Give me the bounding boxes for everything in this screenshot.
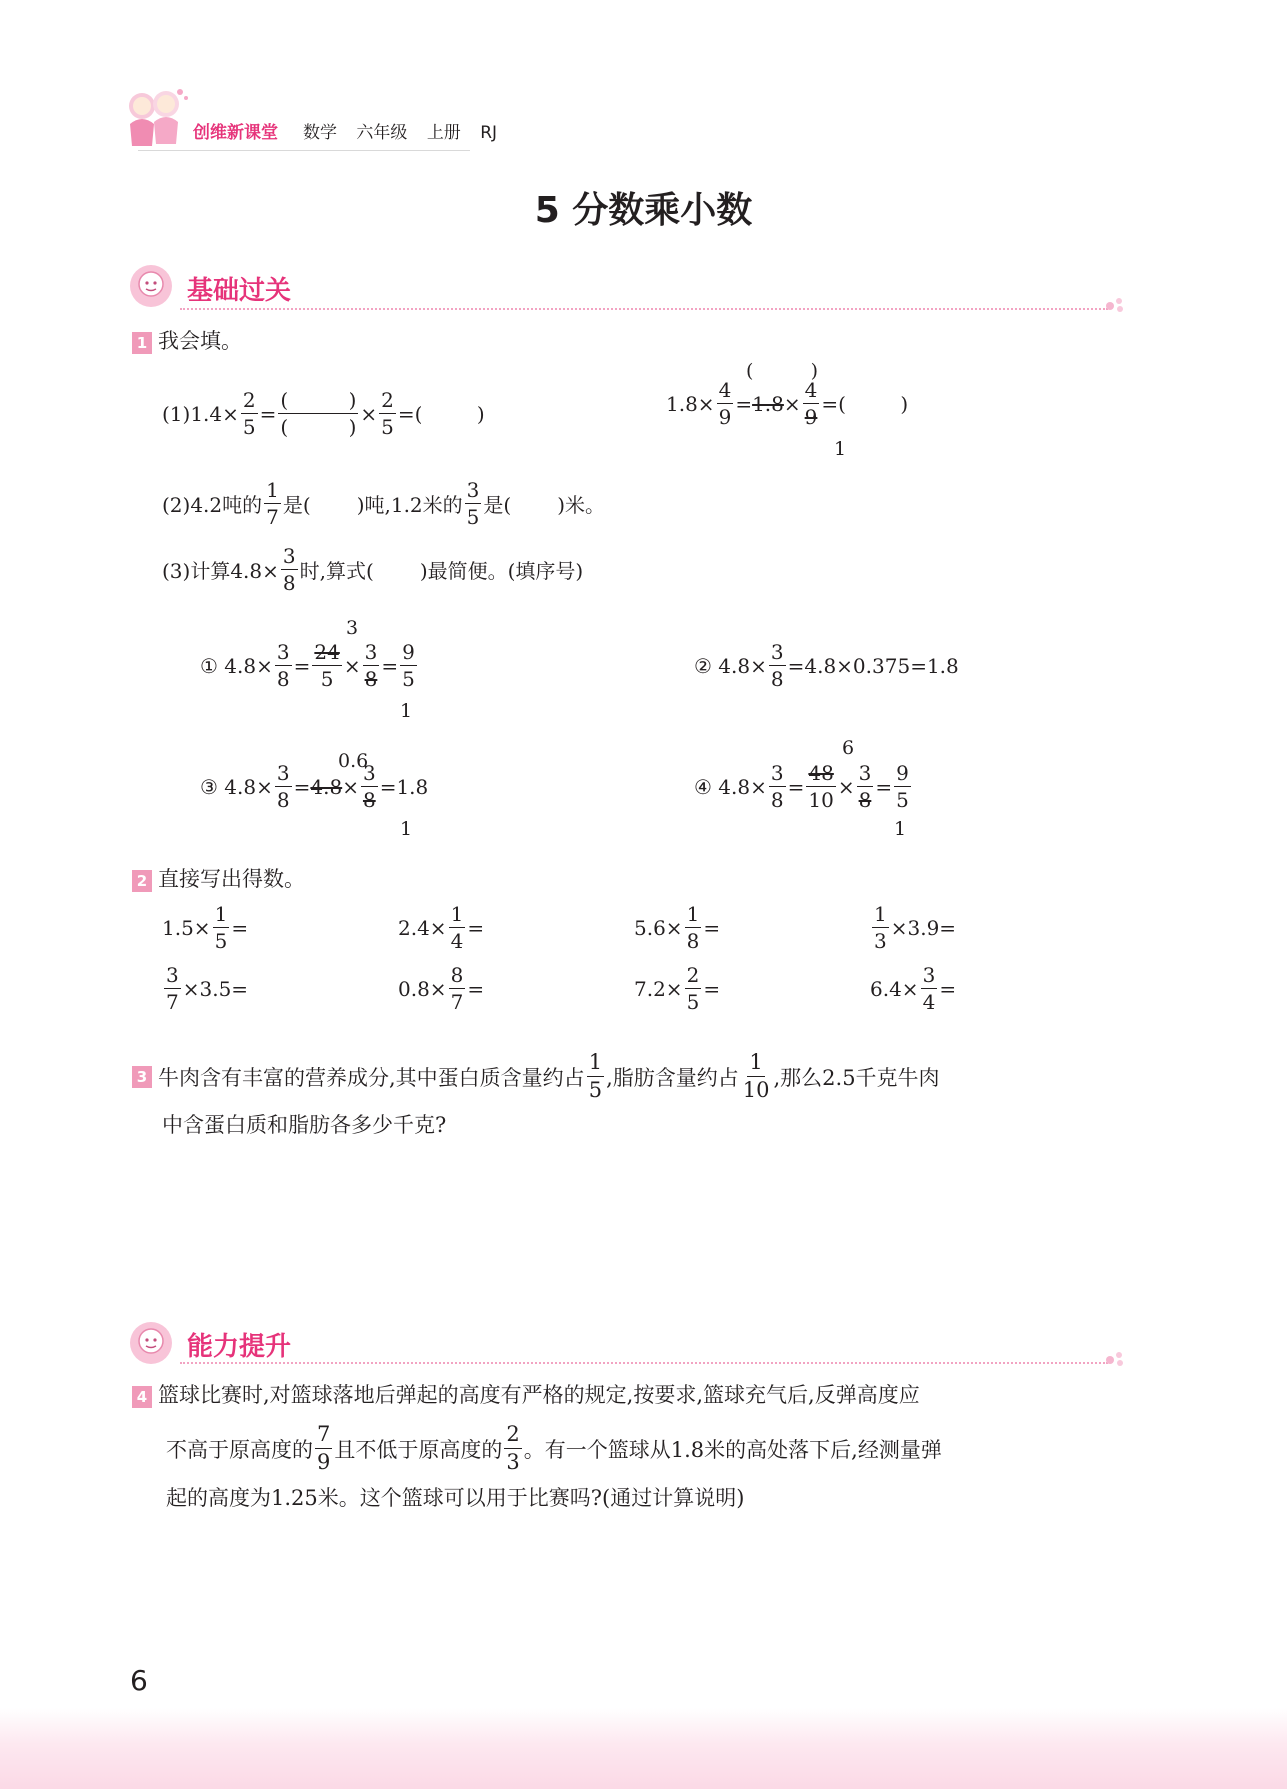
numerator: 3 — [276, 640, 290, 664]
volume-label: 上册 — [426, 123, 461, 143]
q1-p2-text-a: (2)4.2吨的 — [162, 493, 263, 517]
numerator: 3 — [770, 640, 784, 664]
o3-bottom: 1 — [400, 818, 413, 840]
section-title-advanced: 能力提升 — [187, 1332, 292, 1362]
numerator: 4 — [718, 378, 732, 402]
fraction-crossed — [806, 763, 835, 810]
numerator: 9 — [402, 640, 415, 664]
option-rest: =4.8×0.375=1.8 — [787, 653, 959, 678]
numerator: 1 — [686, 902, 700, 926]
pre: 7.2× — [634, 976, 683, 1001]
q2-number-badge: 2 — [132, 870, 152, 892]
denominator: 5 — [466, 505, 480, 529]
denominator: 4 — [450, 929, 464, 953]
option-label: ② — [694, 653, 712, 678]
subject-label: 数学 — [303, 123, 337, 143]
denominator: 7 — [450, 990, 464, 1014]
equals: = — [293, 653, 311, 678]
equals: = — [381, 653, 399, 678]
q4-text-b: 且不低于原高度的 — [334, 1437, 503, 1462]
blank-fraction[interactable] — [278, 390, 358, 437]
equals: = — [397, 401, 415, 426]
numerator: 3 — [364, 640, 378, 664]
denominator: 3 — [506, 1450, 520, 1474]
option-label: ① — [200, 653, 218, 678]
q1-p3-text-a: (3)计算4.8× — [162, 559, 279, 583]
section-mascot-icon — [128, 1320, 174, 1366]
q4-number-badge: 4 — [132, 1386, 152, 1408]
numerator: 24 — [314, 640, 340, 664]
mascot-kids-logo — [120, 84, 192, 154]
fraction — [400, 642, 417, 689]
denominator: 8 — [686, 929, 700, 953]
fraction — [504, 1424, 521, 1473]
numerator: 3 — [276, 761, 290, 785]
o1-bottom: 1 — [400, 700, 413, 722]
reduced-below: 1 — [834, 438, 847, 460]
q1-p3-text-c: )最简便。(填序号) — [419, 559, 584, 583]
pre: 1.5× — [162, 915, 211, 940]
times: × — [342, 774, 359, 799]
numerator: 3 — [282, 544, 296, 568]
q1-p1-label: (1)1.4× — [162, 401, 239, 426]
denominator: 4 — [922, 990, 936, 1014]
denominator: 8 — [282, 571, 296, 595]
denominator: 10 — [808, 788, 834, 812]
fraction-crossed — [857, 763, 874, 810]
times: × — [837, 774, 855, 799]
option-lead: 4.8× — [718, 653, 767, 678]
numerator: 3 — [466, 478, 480, 502]
denominator: 8 — [858, 788, 872, 812]
equals: = — [293, 774, 311, 799]
times: × — [783, 391, 801, 416]
paren: ( — [838, 391, 846, 416]
equals: = — [735, 391, 753, 416]
post: = — [231, 915, 249, 940]
numerator: 3 — [362, 761, 376, 785]
q4-line1 — [132, 1380, 920, 1410]
fraction — [379, 390, 396, 437]
numerator: 4 — [804, 378, 818, 402]
q2-item — [634, 965, 870, 1012]
numerator: 3 — [858, 761, 872, 785]
q1-number-badge: 1 — [132, 332, 152, 354]
numerator: 1 — [450, 902, 464, 926]
brand-name: 创维新课堂 — [193, 123, 278, 143]
q2-heading — [132, 864, 305, 894]
fraction — [894, 763, 911, 810]
denominator: 5 — [214, 929, 228, 953]
option-lead: 4.8× — [224, 774, 273, 799]
numerator: 1 — [214, 902, 228, 926]
fraction — [717, 380, 734, 427]
q4-line3: 起的高度为1.25米。这个篮球可以用于比赛吗?(通过计算说明) — [166, 1486, 745, 1510]
equals: = — [821, 391, 839, 416]
numerator: 8 — [450, 963, 464, 987]
paren: ) — [476, 401, 485, 426]
fraction — [769, 642, 786, 689]
fraction — [921, 965, 938, 1012]
blank-denominator — [278, 414, 358, 437]
numerator: 2 — [504, 1424, 521, 1449]
q4-text-a: 不高于原高度的 — [166, 1437, 313, 1462]
fraction — [281, 546, 298, 593]
fraction — [587, 1052, 604, 1101]
dots-decoration-icon — [1104, 294, 1128, 314]
denominator: 5 — [242, 415, 256, 439]
paren: ) — [348, 415, 357, 439]
numerator: 2 — [242, 388, 256, 412]
fraction — [164, 965, 181, 1012]
q4-text-c: 。有一个篮球从1.8米的高处落下后,经测量弹 — [523, 1437, 942, 1462]
equals: = — [259, 401, 277, 426]
denominator: 5 — [402, 667, 415, 691]
fraction — [741, 1052, 772, 1101]
denominator: 8 — [770, 788, 784, 812]
crossed-number: 1.8 — [752, 391, 784, 416]
q1-part3 — [162, 546, 583, 593]
section-divider — [180, 1362, 1108, 1364]
paren: ( — [280, 415, 289, 439]
pre: 0.8× — [398, 976, 447, 1001]
denominator: 5 — [896, 788, 909, 812]
denominator: 5 — [320, 667, 334, 691]
q1-p2-text-c: )吨,1.2米的 — [356, 493, 463, 517]
fraction — [264, 480, 281, 527]
q3-text-c: ,那么2.5千克牛肉 — [773, 1065, 940, 1090]
fraction-crossed — [363, 642, 380, 689]
paren: ) — [900, 391, 909, 416]
pre: 6.4× — [870, 976, 919, 1001]
post: = — [703, 976, 721, 1001]
header-divider — [138, 150, 470, 151]
numerator: 2 — [381, 388, 394, 412]
blank-numerator — [278, 390, 358, 414]
o1-top: 3 — [346, 617, 359, 639]
q3-text-a: 牛肉含有丰富的营养成分,其中蛋白质含量约占 — [158, 1065, 585, 1090]
option-label: ④ — [694, 774, 712, 799]
q1-p3-text-b: 时,算式( — [299, 559, 374, 583]
numerator: 1 — [747, 1052, 764, 1077]
paren: ) — [348, 388, 357, 412]
q2-item — [398, 965, 634, 1012]
option-rest: =1.8 — [379, 774, 429, 799]
q1-p2-text-b: 是( — [282, 493, 311, 517]
option-2 — [694, 642, 959, 689]
page-title: 5 分数乘小数 — [534, 190, 753, 231]
paren: ) — [810, 360, 818, 382]
edition-label: RJ — [480, 123, 498, 143]
q2-item — [870, 965, 1042, 1012]
q1-heading — [132, 326, 242, 356]
q2-grid — [162, 904, 1042, 1012]
answer-blank[interactable] — [838, 392, 908, 416]
paren: ( — [414, 401, 423, 426]
option-label: ③ — [200, 774, 218, 799]
q2-item — [634, 904, 870, 951]
fraction-crossed — [803, 380, 820, 427]
denominator: 8 — [276, 788, 290, 812]
denominator: 7 — [166, 990, 179, 1014]
fraction — [449, 904, 466, 951]
fraction — [769, 763, 786, 810]
times: × — [343, 653, 361, 678]
q2-item — [162, 904, 398, 951]
fraction — [465, 480, 482, 527]
post: ×3.5= — [182, 976, 249, 1001]
o4-bottom: 1 — [894, 818, 907, 840]
numerator: 3 — [166, 963, 179, 987]
equals: = — [787, 774, 805, 799]
fraction-crossed — [361, 763, 378, 810]
numerator: 1 — [874, 902, 887, 926]
denominator: 10 — [742, 1078, 770, 1102]
denominator: 5 — [686, 990, 700, 1014]
pre: 5.6× — [634, 915, 683, 940]
dots-decoration-icon — [1104, 1348, 1128, 1368]
fraction — [213, 904, 230, 951]
q2-item — [870, 904, 1042, 951]
denominator: 5 — [588, 1078, 603, 1102]
times: × — [360, 401, 378, 426]
denominator: 3 — [874, 929, 887, 953]
o3-top: 0.6 — [338, 750, 369, 772]
fraction-crossed — [312, 642, 341, 689]
footer-band — [0, 1708, 1287, 1789]
numerator: 48 — [808, 761, 834, 785]
paren: ( — [746, 360, 754, 382]
q3-text-b: ,脂肪含量约占 — [606, 1065, 739, 1090]
q2-item — [162, 965, 398, 1012]
q3-line1 — [132, 1052, 940, 1101]
page-number: 6 — [130, 1664, 148, 1697]
q1-p2-text-e: )米。 — [557, 493, 606, 517]
q1-p2-text-d: 是( — [483, 493, 512, 517]
numerator: 1 — [266, 478, 279, 502]
numerator: 1 — [587, 1052, 604, 1077]
post: = — [467, 915, 485, 940]
denominator: 9 — [317, 1450, 331, 1474]
fraction — [449, 965, 466, 1012]
post: = — [467, 976, 485, 1001]
equals: = — [875, 774, 893, 799]
denominator: 8 — [364, 667, 378, 691]
post: = — [939, 976, 957, 1001]
numerator: 2 — [686, 963, 700, 987]
numerator: 9 — [896, 761, 909, 785]
option-lead: 4.8× — [718, 774, 767, 799]
q1-text: 我会填。 — [158, 329, 242, 353]
numerator: 7 — [315, 1424, 332, 1449]
pre: 2.4× — [398, 915, 447, 940]
post: ×3.9= — [890, 915, 957, 940]
denominator: 8 — [362, 788, 376, 812]
fraction — [685, 904, 702, 951]
fraction — [275, 763, 292, 810]
q2-text: 直接写出得数。 — [158, 867, 305, 891]
denominator: 9 — [804, 405, 818, 429]
grade-label: 六年级 — [356, 123, 408, 143]
q1-p1-right-lead: 1.8× — [666, 391, 715, 416]
section-mascot-icon — [128, 263, 174, 309]
q1-part1-right — [666, 380, 908, 427]
q3-line2: 中含蛋白质和脂肪各多少千克? — [162, 1113, 447, 1137]
denominator: 8 — [770, 667, 784, 691]
crossed-number: 4.8 — [310, 774, 343, 799]
q1-part2 — [162, 480, 605, 527]
q4-text-line1: 篮球比赛时,对篮球落地后弹起的高度有严格的规定,按要求,篮球充气后,反弹高度应 — [158, 1383, 920, 1407]
q4-line2 — [166, 1424, 942, 1473]
section-title-basic: 基础过关 — [187, 276, 292, 306]
numerator: 3 — [770, 761, 784, 785]
book-info — [303, 118, 511, 143]
numerator: 3 — [922, 963, 936, 987]
fraction — [872, 904, 889, 951]
q3-number-badge: 3 — [132, 1066, 152, 1088]
o4-top: 6 — [842, 737, 855, 759]
q1-part1-left — [162, 390, 485, 437]
fraction — [241, 390, 258, 437]
option-1 — [200, 642, 419, 689]
answer-blank[interactable] — [415, 402, 485, 426]
post: = — [703, 915, 721, 940]
denominator: 9 — [718, 405, 732, 429]
fraction — [685, 965, 702, 1012]
denominator: 7 — [266, 505, 279, 529]
q2-item — [398, 904, 634, 951]
fraction — [315, 1424, 332, 1473]
paren: ( — [280, 388, 289, 412]
denominator: 5 — [381, 415, 394, 439]
option-4 — [694, 763, 913, 810]
section-divider — [180, 308, 1108, 310]
denominator: 8 — [276, 667, 290, 691]
fraction — [275, 642, 292, 689]
option-3 — [200, 763, 428, 810]
option-lead: 4.8× — [224, 653, 273, 678]
